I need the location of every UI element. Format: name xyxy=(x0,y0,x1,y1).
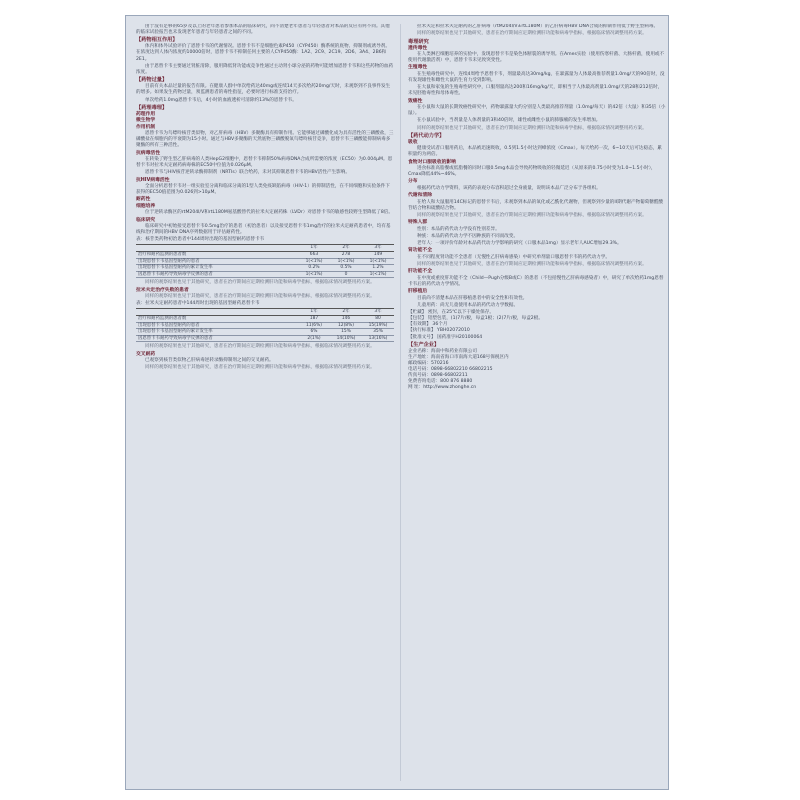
table-cell: 出现恩替卡韦基因型耐药的患者 xyxy=(136,258,298,265)
table-cell: 1(<1%) xyxy=(362,271,394,278)
table-cell: 1.2% xyxy=(362,265,394,272)
table-cell: 15(19%) xyxy=(362,322,394,329)
storage-line: 【贮藏】 密封，在25℃以下干燥处保存。 xyxy=(408,310,494,316)
distribution-heading: 分布 xyxy=(408,179,418,185)
cross-resistance-paragraph: 已观察到核苷类似物乙肝病毒逆转录酶抑制剂之间的交叉耐药。 xyxy=(145,358,274,364)
table-cell: 14(10%) xyxy=(330,335,362,342)
elderly-pk-paragraph: 老年人：一项评价年龄对本品药代动力学影响的研究（口服本品1mg）显示老年人AUC增加29.3%。 xyxy=(417,241,622,247)
reproductive-paragraph-2: 在大鼠和家兔的生殖毒性研究中，口服剂量高达200和16mg/kg/天，即相当于人体最高剂量1.0mg/天的28和212倍时，未见胚胎毒性和母体毒性。 xyxy=(408,85,663,97)
manufacturer-name: 企业名称：海南中和药业有限公司 xyxy=(408,348,477,354)
column-divider xyxy=(400,24,401,781)
microbiology-heading: 微生物学 xyxy=(136,118,156,124)
table-cell: 146 xyxy=(330,316,362,323)
table-cell: 187 xyxy=(298,316,330,323)
approval-line: 【批准文号】 国药准字H20100064 xyxy=(408,334,483,340)
table-cell: 149 xyxy=(362,251,394,258)
mechanism-heading: 作用机制 xyxy=(136,124,156,130)
manufacturer-fax: 传真号码：0898-66802211 xyxy=(408,372,468,378)
antiviral-heading: 抗病毒活性 xyxy=(136,150,160,156)
overdose-paragraph-2: 单次给药1.0mg恩替卡韦后，4小时的血液透析可清除约13%的恩替卡韦。 xyxy=(145,97,297,103)
lvd-resistance-table xyxy=(136,308,394,342)
manufacturer-hotline: 免费咨询电话：800 876 8880 xyxy=(408,379,473,385)
manufacturer-phone: 电话号码：0898-66802210 66802215 xyxy=(408,366,493,372)
carcinogenicity-paragraph-1: 在小鼠和大鼠的长期致癌性研究中，药物暴露量大约分别是人类最高推荐剂量（1.0mg/每天）的42倍（大鼠）和35倍（小鼠）。 xyxy=(408,104,666,116)
overdose-paragraph-1: 目前有关本品过量的报告有限。在健康人群中单次给药达40mg或连续14天多次给药20mg/天时，未观察到不良事件发生的增多。如果发生药物过量，须监测患者的毒性指征，必要时进行标准支持治疗。 xyxy=(136,84,391,96)
cell-culture-heading: 细胞培养 xyxy=(136,203,156,209)
antiviral-paragraph-1: 在转染了野生型乙肝病毒的人类HepG2细胞中，恩替卡韦抑制50%病毒DNA合成所需要的浓度（EC50）为0.004μM。恩替卡韦对拉米夫定耐药病毒株的EC50中位值为0.026μM。 xyxy=(136,156,393,169)
table1-caption: 表：核苷类药物初治患者中144周时出现的基因型耐药恩替卡韦 xyxy=(136,237,265,243)
pharm-action-heading: 药理作用 xyxy=(136,111,156,117)
table-cell: 治疗和耐药监测的患者数 xyxy=(136,316,298,323)
body-paragraph: 同样的观察结果也见于其他研究，患者在治疗期间应定期检测肝功能和病毒学指标，根据临床情况调整用药方案。 xyxy=(417,31,647,37)
package-line: 【包装】 铝塑包装，(1)7片/板，每盒1板；(2)7片/板，每盒2板。 xyxy=(408,316,543,322)
table-cell: 35% xyxy=(362,329,394,336)
absorption-paragraph: 健康受试者口服用药后，本品被迅速吸收，0.5到1.5小时达到峰浓度（Cmax）。每天给药一次，6~10天后可达稳态，累积量约为两倍。 xyxy=(408,146,662,158)
body-paragraph: 同样的观察结果也见于其他研究，患者在治疗期间应定期检测肝功能和病毒学指标，根据临床情况调整用药方案。 xyxy=(145,365,375,371)
renal-paragraph: 在不同程度肾功能不全患者（无慢性乙肝病毒感染）中研究单剂量口服恩替卡韦的药代动力学。 xyxy=(417,254,610,260)
table-cell: 出现恩替卡韦基因型耐药的累计发生率 xyxy=(136,265,298,272)
manufacturer-website: 网 址：http://www.zhonghe.cn xyxy=(408,385,477,391)
pharmacokinetics-heading: 【药代动力学】 xyxy=(408,132,445,139)
body-paragraph: 同样的观察结果也见于其他研究，患者在治疗期间应定期检测肝功能和病毒学指标，根据临床情况调整用药方案。 xyxy=(417,262,647,268)
carcinogenicity-heading: 致癌性 xyxy=(408,98,423,104)
table-cell: 1(<1%) xyxy=(330,258,362,265)
table-row xyxy=(136,329,394,336)
clinical-study-paragraph: 临床研究中初始接受恩替卡韦0.5mg治疗的患者（初治患者）以及接受恩替卡韦1mg治疗的拉米夫定耐药患者中，均有基线和治疗期间的HBV DNA序列数据用于评估耐药性。 xyxy=(136,223,391,235)
table-header-cell: 2年 xyxy=(330,245,362,252)
race-paragraph: 种族：本品的药代动力学不因种族的不同而改变。 xyxy=(417,233,519,239)
table-row xyxy=(136,251,394,258)
special-populations-heading: 特殊人群 xyxy=(408,220,428,226)
metabolism-paragraph: 在给人和大鼠服用14C标记的恩替卡韦后，未观察到本品的氧化或乙酰化代谢物，但观察到少量的II期代谢产物葡萄糖醛酸苷结合物和硫酸结合物。 xyxy=(408,199,664,211)
reproductive-paragraph-1: 在生殖毒性研究中，连续4周给予恩替卡韦，剂量最高达30mg/kg，在暴露量为人体最高推荐剂量1.0mg/天的90倍时，没有发现雄性和雌性大鼠的生育力受到影响。 xyxy=(408,71,665,83)
clinical-study-heading: 临床研究 xyxy=(136,217,156,223)
hepatic-impairment-heading: 肝功能不全 xyxy=(408,269,432,275)
absorption-heading: 吸收 xyxy=(408,139,418,145)
interaction-heading: 【药物相互作用】 xyxy=(136,37,178,44)
body-paragraph: 同样的观察结果也见于其他研究，患者在治疗期间应定期检测肝功能和病毒学指标，根据临床情况调整用药方案。 xyxy=(145,294,375,300)
carcinogenicity-paragraph-2: 在小鼠试验中，当剂量是人体剂量的3和40倍时，雄性或雌性小鼠的肺腺瘤的发生率增加。 xyxy=(417,118,601,124)
anti-hiv-paragraph: 全面分析恩替卡韦对一组实验室分离和临床分离的1型人类免疫缺陷病毒（HIV-1）的抑制活性，在不同细胞和实验条件下获得的EC50值范围为0.026到>10μM。 xyxy=(136,184,390,196)
table-cell: 1(<1%) xyxy=(362,258,394,265)
toxicology-heading: 毒理研究 xyxy=(408,38,429,45)
pharmacology-heading: 【药理毒理】 xyxy=(136,104,168,111)
table-cell: 12(8%) xyxy=(330,322,362,329)
table-cell: 0 xyxy=(330,271,362,278)
table-cell: 663 xyxy=(298,251,330,258)
table-cell: 因恩替卡韦耐药导致病毒学反弹的患者 xyxy=(136,271,298,278)
table-cell: 1(<1%) xyxy=(298,271,330,278)
right-column xyxy=(408,24,666,783)
interaction-paragraph-1: 体内和体外试验评价了恩替卡韦的代谢情况。恩替卡韦不是细胞色素P450（CYP450）酶系统的底物、抑制剂或诱导剂。在浓度达到人体内浓度约10000倍时，恩替卡韦不抑制任何主要的人CYP450酶：1A2、2C9、2C19、2D6、3A4、2B6和2E1。 xyxy=(136,44,390,62)
table-row xyxy=(136,322,394,329)
gender-paragraph: 性别：本品的药代动力学没有性别差异。 xyxy=(417,226,500,232)
right-intro-paragraph: 拉米夫定和拉米夫定耐药的乙肝病毒（rtM204I/V±rtL180M）的乙肝病毒HBV DNA合成的抑制作用低于野生型病毒。 xyxy=(417,24,659,29)
table-cell: 6% xyxy=(298,329,330,336)
renal-impairment-heading: 肾功能不全 xyxy=(408,248,432,254)
validity-line: 【有效期】 36个月 xyxy=(408,322,448,328)
food-effect-paragraph: 进食标准高脂餐或低脂餐的同时口服0.5mg本品会导致药物吸收的轻微延迟（从原来的0.75小时变为1.0~1.5小时），Cmax降低44%~46%。 xyxy=(408,166,656,178)
body-paragraph: 同样的观察结果也见于其他研究，患者在治疗期间应定期检测肝功能和病毒学指标，根据临床情况调整用药方案。 xyxy=(145,344,375,350)
table-header-row xyxy=(136,309,394,316)
cell-culture-paragraph: 位于逆转录酶区的rtM204I/V和rtL180M氨基酸替代的拉米夫定耐药株（LVDr）对恩替卡韦的敏感性较野生型降低了8倍。 xyxy=(145,210,393,216)
table-cell: 出现恩替卡韦基因型耐药的累计发生率 xyxy=(136,329,298,336)
table-header-cell: 1年 xyxy=(298,245,330,252)
table-row xyxy=(136,335,394,342)
manufacturer-zip: 邮政编码：570216 xyxy=(408,360,449,366)
table-cell: 0.2% xyxy=(298,265,330,272)
mechanism-paragraph: 恩替卡韦为鸟嘌呤核苷类似物，对乙肝病毒（HBV）多聚酶具有抑制作用。它能够通过磷酸化成为具有活性的三磷酸盐，三磷酸盐在细胞内的半衰期为15小时。通过与HBV多聚酶的天然底物三磷酸脱氧鸟嘌呤核苷竞争，恩替卡韦三磷酸能抑制病毒多聚酶的所有三种活性。 xyxy=(136,131,394,149)
overdose-heading: 【药物过量】 xyxy=(136,77,168,84)
table-header-cell: 2年 xyxy=(330,309,362,316)
table-cell: 1(<1%) xyxy=(298,258,330,265)
table-cell: 治疗和耐药监测的患者数 xyxy=(136,251,298,258)
cross-resistance-heading: 交叉耐药 xyxy=(136,351,156,357)
naive-resistance-table xyxy=(136,244,394,278)
table-cell: 15% xyxy=(330,329,362,336)
genotoxicity-heading: 遗传毒性 xyxy=(408,45,428,51)
hepatic-paragraph: 在中度或重度肝功能不全（Child—Pugh分级B或C）的患者（不包括慢性乙肝病毒感染者）中，研究了单次给药1mg恩替卡韦后的药代动力学情况。 xyxy=(408,275,664,287)
table-cell: 出现恩替卡韦基因型耐药的患者 xyxy=(136,322,298,329)
table-row xyxy=(136,271,394,278)
table-row xyxy=(136,258,394,265)
table-cell: 80 xyxy=(362,316,394,323)
package-insert-sheet xyxy=(125,15,669,790)
table-header-row xyxy=(136,245,394,252)
distribution-paragraph: 根据药代动力学资料，该药的表观分布容积超过全身液量，说明该本品广泛分布于各组织。 xyxy=(417,185,601,191)
table-cell: 278 xyxy=(330,251,362,258)
table-cell: 13(16%) xyxy=(362,335,394,342)
anti-hiv-heading: 抗HIV病毒活性 xyxy=(136,177,170,183)
antiviral-paragraph-2: 恩替卡韦与HIV核苷逆转录酶抑制剂（NRTIs）联合给药，未对其抑制恩替卡韦的HBV活性产生影响。 xyxy=(145,170,350,176)
table-cell: 0.5% xyxy=(330,265,362,272)
interaction-paragraph-2: 由于恩替卡韦主要通过肾脏清除，服用降低肾功能或竞争性通过主动肾小球分泌的药物可能增加恩替卡韦和这些药物的血药浓度。 xyxy=(136,63,394,75)
food-effect-heading: 食物对口服吸收的影响 xyxy=(408,159,456,165)
manufacturer-heading: 【生产企业】 xyxy=(408,341,440,348)
lvd-failure-heading: 拉米夫定治疗失败的患者 xyxy=(136,287,189,293)
table2-caption: 表：拉米夫定耐药患者中144周时出现的基因型耐药恩替卡韦 xyxy=(136,301,260,307)
table-cell: 11(6%) xyxy=(298,322,330,329)
table-row xyxy=(136,265,394,272)
table-header-cell: 3年 xyxy=(362,245,394,252)
table-header-cell xyxy=(136,309,298,316)
body-paragraph: 同样的观察结果也见于其他研究，患者在治疗期间应定期检测肝功能和病毒学指标，根据临床情况调整用药方案。 xyxy=(145,280,375,286)
table-cell: 2(1%) xyxy=(298,335,330,342)
table-cell: 因恩替卡韦耐药导致病毒学反弹的患者 xyxy=(136,335,298,342)
liver-transplant-heading: 肝移植后 xyxy=(408,289,428,295)
genotoxicity-paragraph: 在人类淋巴细胞培养的实验中，发现恩替卡韦是染色体断裂的诱导剂。在Ames实验（使用伤寒杆菌、大肠杆菌，使用或不使用代谢激活剂）中，恩替卡韦未见致突变性。 xyxy=(408,51,665,64)
pediatric-paragraph: 儿童用药：尚无儿童使用本品的药代动力学数据。 xyxy=(417,302,519,308)
table-header-cell: 3年 xyxy=(362,309,394,316)
table-header-cell xyxy=(136,245,298,252)
transplant-paragraph: 目前尚不清楚本品在肝移植患者中的安全性和有效性。 xyxy=(417,295,528,301)
elderly-paragraph: 由于没有足够的65岁及以上的老年患者参加本品的临床研究，尚不清楚老年患者与年轻患者对本品的反应有何不同。其他的临床试验报告也未发现老年患者与年轻患者之间的不同。 xyxy=(136,24,390,36)
body-paragraph: 同样的观察结果也见于其他研究，患者在治疗期间应定期检测肝功能和病毒学指标，根据临床情况调整用药方案。 xyxy=(417,212,647,218)
standard-line: 【执行标准】 YBH02072010 xyxy=(408,328,470,334)
left-column xyxy=(136,24,394,783)
reproductive-toxicity-heading: 生殖毒性 xyxy=(408,65,428,71)
manufacturer-address: 生产地址：海南省海口市南海大道168号保税区内 xyxy=(408,354,509,360)
table-header-cell: 1年 xyxy=(298,309,330,316)
table-row xyxy=(136,316,394,323)
metabolism-heading: 代谢和清除 xyxy=(408,193,432,199)
resistance-heading: 耐药性 xyxy=(136,197,151,203)
body-paragraph: 同样的观察结果也见于其他研究，患者在治疗期间应定期检测肝功能和病毒学指标，根据临床情况调整用药方案。 xyxy=(417,125,647,131)
